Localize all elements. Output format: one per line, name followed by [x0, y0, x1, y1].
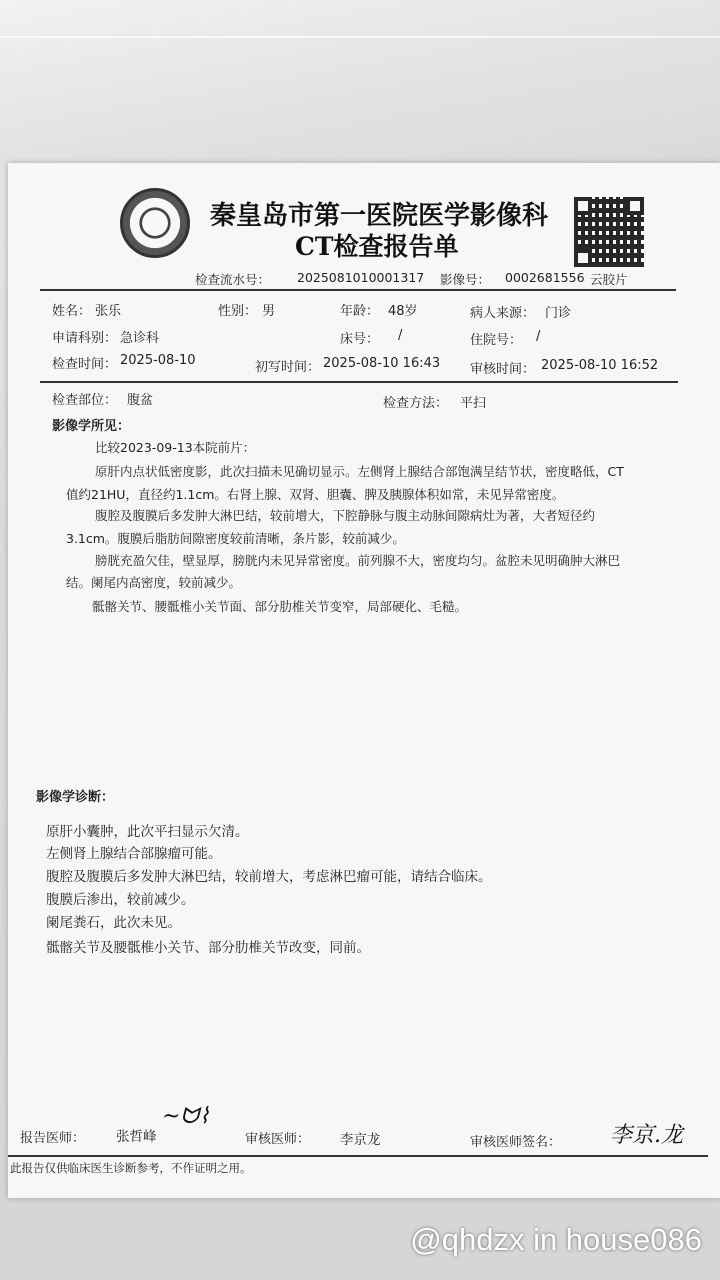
source-label: 病人来源：	[470, 306, 536, 321]
exam-part-label: 检查部位：	[52, 393, 118, 408]
diagnosis-line: 腹膜后渗出，较前减少。	[46, 892, 195, 908]
findings-line: 骶髂关节、腰骶椎小关节面、部分肋椎关节变窄，局部硬化、毛糙。	[92, 599, 468, 614]
sex-label: 性别：	[218, 304, 258, 319]
findings-line: 原肝内点状低密度影，此次扫描未见确切显示。左侧肾上腺结合部饱满呈结节状，密度略低，CT	[95, 464, 624, 479]
serial-label: 检查流水号：	[195, 272, 271, 287]
exam-part-value: 腹盆	[127, 393, 154, 408]
findings-heading: 影像学所见：	[52, 419, 131, 434]
age-value: 48岁	[388, 304, 418, 319]
exam-method-value: 平扫	[460, 396, 487, 411]
diagnosis-line: 阑尾粪石，此次未见。	[46, 915, 181, 931]
dept-label: 申请科别：	[52, 331, 118, 346]
findings-line: 值约21HU，直径约1.1cm。右肾上腺、双肾、胆囊、脾及胰腺体积如常，未见异常密度。	[66, 487, 565, 502]
exam-method-label: 检查方法：	[383, 396, 449, 411]
reviewer-signature-icon: 李京.龙	[610, 1123, 683, 1148]
report-title: CT检查报告单	[295, 232, 459, 261]
diagnosis-line: 原肝小囊肿，此次平扫显示欠清。	[46, 824, 249, 840]
watermark: @qhdzx in house086	[410, 1222, 702, 1257]
reporter-signature-icon: ~ᗢ⌇	[162, 1104, 210, 1129]
disclaimer: 此报告仅供临床医生诊断参考，不作证明之用。	[10, 1161, 252, 1175]
draft-time-value: 2025-08-10 16:43	[323, 356, 441, 371]
exam-time-value: 2025-08-10	[120, 353, 196, 368]
reviewer-sign-label: 审核医师签名：	[470, 1135, 562, 1150]
plastic-sleeve	[0, 0, 720, 170]
divider-patient	[40, 381, 678, 383]
hospital-title: 秦皇岛市第一医院医学影像科	[210, 201, 549, 231]
serial-value: 2025081010001317	[297, 270, 425, 285]
divider-footer	[8, 1155, 708, 1157]
findings-line: 膀胱充盈欠佳，壁显厚，膀胱内未见异常密度。前列腺不大，密度均匀。盆腔未见明确肿大淋巴	[95, 553, 621, 568]
reviewer-value: 李京龙	[340, 1132, 381, 1148]
inpatient-label: 住院号：	[470, 333, 523, 348]
draft-time-label: 初写时间：	[255, 360, 321, 375]
bed-label: 床号：	[340, 332, 380, 347]
age-label: 年龄：	[340, 304, 380, 319]
name-label: 姓名：	[52, 304, 92, 319]
review-time-label: 审核时间：	[470, 362, 536, 377]
diagnosis-heading: 影像学诊断：	[36, 790, 115, 805]
sleeve-crease	[0, 36, 720, 38]
source-value: 门诊	[545, 306, 572, 321]
qr-code-icon[interactable]	[574, 197, 644, 267]
inpatient-value: /	[536, 329, 541, 344]
findings-line: 腹腔及腹膜后多发肿大淋巴结，较前增大，下腔静脉与腹主动脉间隙病灶为著，大者短径约	[95, 508, 596, 523]
image-value: 0002681556	[505, 270, 585, 285]
reporter-value: 张哲峰	[116, 1129, 157, 1145]
diagnosis-line: 左侧肾上腺结合部腺瘤可能。	[46, 846, 222, 862]
diagnosis-line: 骶髂关节及腰骶椎小关节、部分肋椎关节改变，同前。	[46, 940, 370, 956]
reporter-label: 报告医师：	[20, 1131, 86, 1146]
exam-time-label: 检查时间：	[52, 357, 118, 372]
findings-line: 结。阑尾内高密度，较前减少。	[66, 575, 242, 590]
findings-line: 3.1cm。腹膜后脂肪间隙密度较前清晰，条片影，较前减少。	[66, 531, 405, 546]
diagnosis-line: 腹腔及腹膜后多发肿大淋巴结，较前增大，考虑淋巴瘤可能，请结合临床。	[46, 869, 492, 885]
sex-value: 男	[262, 304, 276, 319]
divider-top	[40, 289, 676, 291]
dept-value: 急诊科	[120, 331, 160, 346]
bed-value: /	[398, 328, 403, 343]
review-time-value: 2025-08-10 16:52	[541, 358, 659, 373]
name-value: 张乐	[95, 304, 122, 319]
hospital-logo	[120, 188, 190, 258]
image-label: 影像号：	[440, 272, 491, 287]
findings-line: 比较2023-09-13本院前片：	[95, 440, 256, 455]
reviewer-label: 审核医师：	[245, 1132, 311, 1147]
cloud-film-label: 云胶片	[590, 272, 628, 287]
